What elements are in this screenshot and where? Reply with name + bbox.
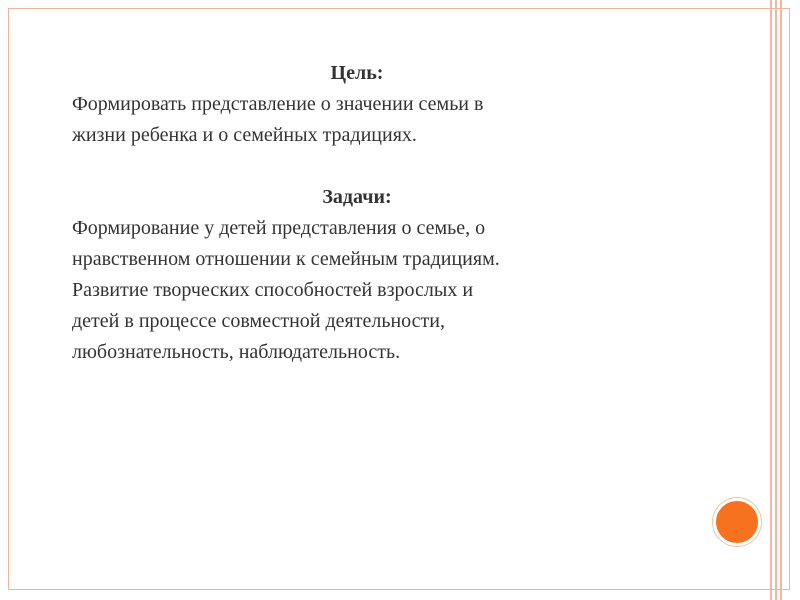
tasks-line: любознательность, наблюдательность. <box>72 341 401 363</box>
slide-text-body <box>72 58 702 368</box>
tasks-line: нравственном отношении к семейным традициям. <box>72 248 500 270</box>
decorative-stripe <box>775 0 777 600</box>
tasks-line: Формирование у детей представления о семье, о <box>72 217 486 239</box>
tasks-heading: Задачи: <box>322 186 392 208</box>
decorative-stripe <box>780 0 782 600</box>
goal-heading: Цель: <box>330 62 384 84</box>
decorative-stripe <box>770 0 772 600</box>
tasks-line: детей в процессе совместной деятельности, <box>72 310 445 332</box>
goal-line: Формировать представление о значении семьи в <box>72 93 484 115</box>
goal-line: жизни ребенка и о семейных традициях. <box>72 124 417 146</box>
paragraph-spacer <box>72 151 702 182</box>
orange-circle-decoration <box>713 498 761 546</box>
tasks-line: Развитие творческих способностей взрослых и <box>72 279 474 301</box>
